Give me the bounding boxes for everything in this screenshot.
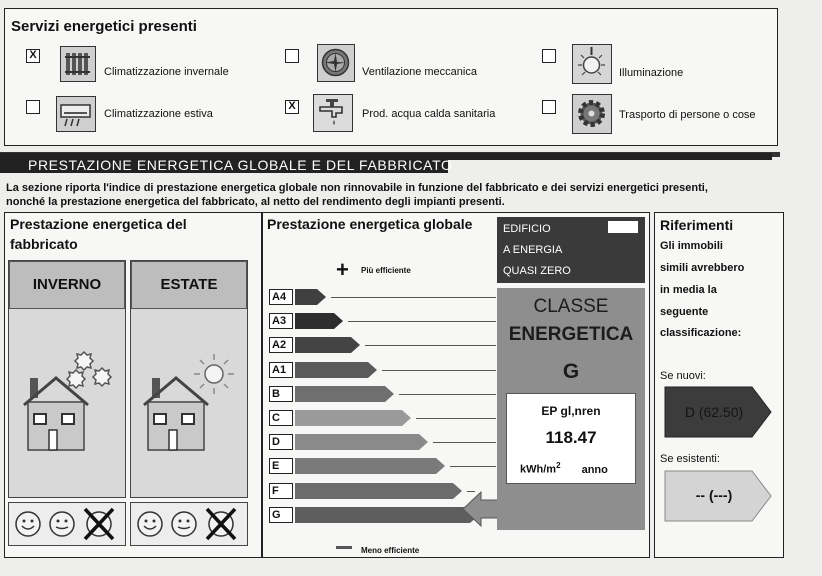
fan-icon — [317, 44, 355, 82]
class-guide-line — [331, 297, 496, 298]
class-label-e: E — [269, 458, 293, 474]
label-lighting: Illuminazione — [619, 67, 684, 79]
references-text-2: simili avrebbero — [660, 262, 745, 274]
class-guide-line — [399, 394, 496, 395]
minus-icon — [336, 546, 352, 549]
label-transport: Trasporto di persone o cose — [619, 109, 756, 121]
new-buildings-label: Se nuovi: — [660, 370, 706, 382]
checkbox-ventilation[interactable] — [285, 49, 299, 63]
existing-buildings-label: Se esistenti: — [660, 453, 720, 465]
class-guide-line — [365, 345, 496, 346]
faucet-icon — [313, 94, 353, 132]
current-class-pointer-icon — [462, 490, 500, 528]
ep-unit — [520, 461, 608, 476]
class-label-g: G — [269, 507, 293, 523]
class-label-c: C — [269, 410, 293, 426]
class-label-d: D — [269, 434, 293, 450]
less-efficient-label: Meno efficiente — [361, 546, 420, 555]
references-text-3: in media la — [660, 284, 717, 296]
section-title: PRESTAZIONE ENERGETICA GLOBALE E DEL FABBRICATO — [28, 157, 453, 173]
energy-class-value: G — [562, 360, 580, 383]
section-band-line — [448, 153, 772, 160]
air-conditioner-icon — [56, 96, 96, 132]
class-title-2: ENERGETICA — [508, 324, 634, 345]
plus-icon: + — [336, 257, 349, 282]
summer-label: ESTATE — [131, 261, 247, 309]
services-title: Servizi energetici presenti — [11, 18, 197, 35]
summer-smiley-good-icon — [136, 510, 164, 538]
class-bar-c — [295, 409, 412, 427]
class-bar-a3 — [295, 312, 344, 330]
global-title: Prestazione energetica globale — [267, 216, 473, 232]
ep-unit-base: kWh/m — [520, 463, 557, 476]
class-bar-g — [295, 506, 480, 524]
class-guide-line — [382, 370, 496, 371]
existing-buildings-value: -- (---) — [695, 487, 733, 503]
class-guide-line — [416, 418, 496, 419]
class-bar-a2 — [295, 336, 361, 354]
lightbulb-icon — [572, 44, 612, 84]
nzeb-line-3: QUASI ZERO — [503, 265, 571, 277]
winter-smiley-bad-crossed-icon — [82, 506, 116, 542]
nzeb-line-1: EDIFICIO — [503, 223, 551, 235]
checkbox-hot-water[interactable]: X — [285, 100, 299, 114]
class-bar-f — [295, 482, 463, 500]
checkbox-lighting[interactable] — [542, 49, 556, 63]
more-efficient-label: Più efficiente — [361, 266, 411, 275]
class-label-a4: A4 — [269, 289, 293, 305]
building-title-2: fabbricato — [10, 236, 78, 252]
class-bar-d — [295, 433, 429, 451]
class-title-1: CLASSE — [533, 296, 609, 317]
references-text-4: seguente — [660, 306, 709, 318]
class-label-a1: A1 — [269, 362, 293, 378]
class-guide-line — [433, 442, 496, 443]
ep-unit-exponent: 2 — [556, 461, 561, 470]
ep-label: EP gl,nren — [541, 404, 601, 418]
winter-smiley-good-icon — [14, 510, 42, 538]
class-label-a3: A3 — [269, 313, 293, 329]
label-ventilation: Ventilazione meccanica — [362, 66, 477, 78]
nzeb-checkbox — [608, 221, 638, 233]
gear-icon — [572, 94, 612, 134]
building-title-1: Prestazione energetica del — [10, 216, 187, 232]
references-title: Riferimenti — [660, 217, 734, 233]
class-bar-b — [295, 385, 395, 403]
summer-smiley-medium-icon — [170, 510, 198, 538]
label-winter-heating: Climatizzazione invernale — [104, 66, 229, 78]
references-text-5: classificazione: — [660, 327, 742, 339]
label-summer-cooling: Climatizzazione estiva — [104, 108, 213, 120]
nzeb-line-2: A ENERGIA — [503, 244, 563, 256]
summer-house-icon — [136, 340, 242, 490]
class-guide-line — [348, 321, 496, 322]
ep-value: 118.47 — [545, 428, 597, 447]
new-buildings-value: D (62.50) — [684, 404, 744, 420]
class-bar-e — [295, 457, 446, 475]
section-description-2: nonché la prestazione energetica del fabbricato, al netto del rendimento degli impianti presenti. — [6, 196, 505, 208]
label-hot-water: Prod. acqua calda sanitaria — [362, 108, 496, 120]
class-guide-line — [450, 466, 496, 467]
checkbox-summer-cooling[interactable] — [26, 100, 40, 114]
winter-label: INVERNO — [9, 261, 125, 309]
radiator-icon — [60, 46, 96, 82]
checkbox-winter-heating[interactable]: X — [26, 49, 40, 63]
references-text-1: Gli immobili — [660, 240, 723, 252]
winter-house-icon — [14, 340, 120, 490]
class-label-f: F — [269, 483, 293, 499]
section-description-1: La sezione riporta l'indice di prestazione energetica globale non rinnovabile in funzione del fabbricato e dei servizi energetici presenti, — [6, 182, 708, 194]
class-bar-a4 — [295, 288, 327, 306]
checkbox-transport[interactable] — [542, 100, 556, 114]
summer-smiley-bad-crossed-icon — [204, 506, 238, 542]
ep-unit-period: anno — [581, 463, 608, 476]
class-label-b: B — [269, 386, 293, 402]
winter-smiley-medium-icon — [48, 510, 76, 538]
class-label-a2: A2 — [269, 337, 293, 353]
class-bar-a1 — [295, 361, 378, 379]
